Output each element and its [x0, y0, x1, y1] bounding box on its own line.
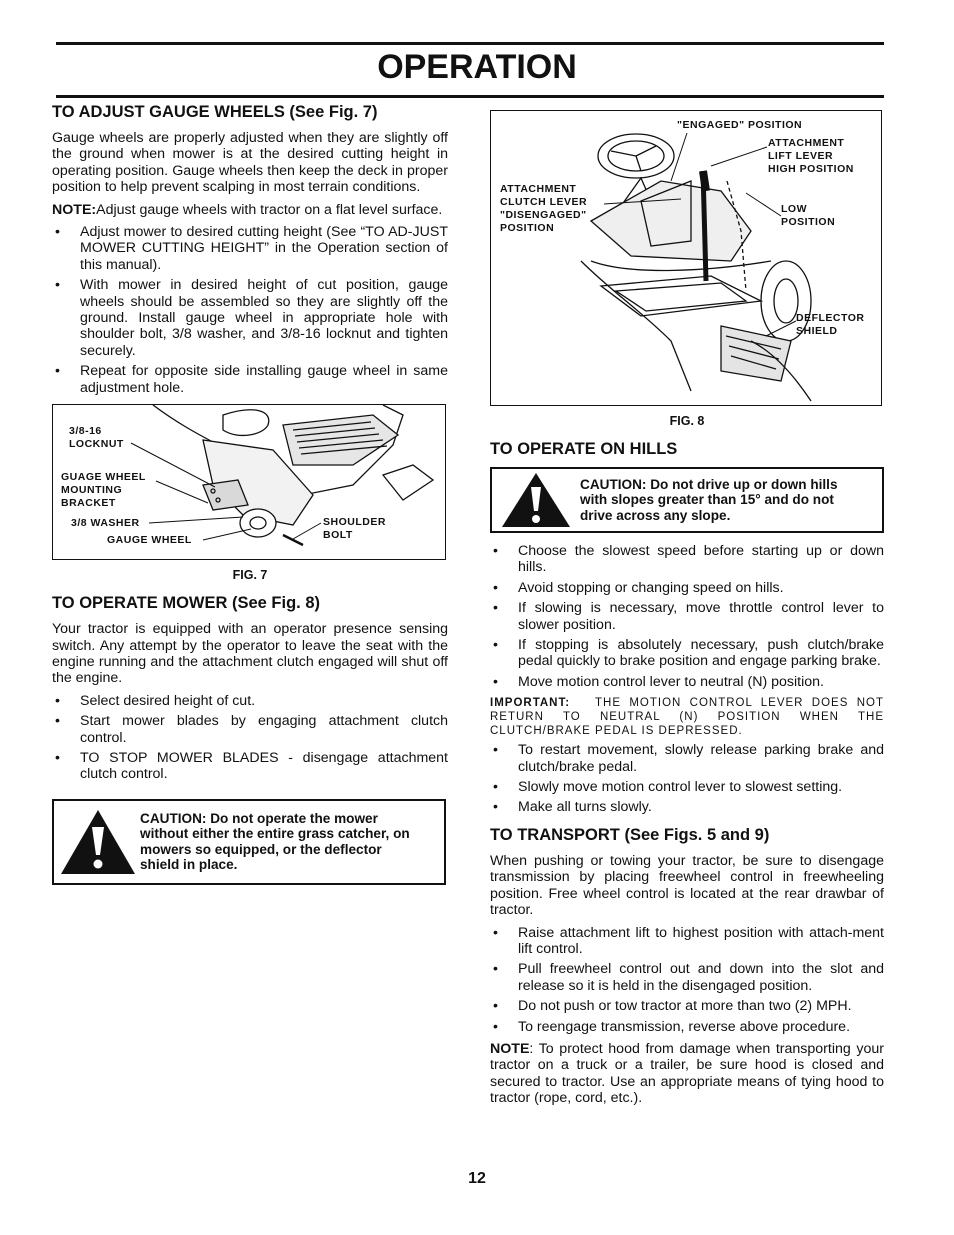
mower-heading: TO OPERATE MOWER (See Fig. 8)	[52, 594, 320, 613]
transport-heading: TO TRANSPORT (See Figs. 5 and 9)	[490, 825, 770, 844]
list-item: • With mower in desired height of cut position, gauge wheels should be assembled so they are slightly off the ground. Install gauge wheel in appropriate hole with shoulder bolt, 3/8 washer, and 3/8-16 locknut and tighten securely.	[52, 277, 448, 359]
hills-heading: TO OPERATE ON HILLS	[490, 440, 678, 458]
list-item: • Slowly move motion control lever to slowest setting.	[490, 779, 884, 795]
list-item: • Choose the slowest speed before starting up or down hills.	[490, 543, 884, 576]
gauge-note-label: NOTE:	[52, 201, 97, 218]
hills-bullets-2	[490, 742, 884, 816]
list-item: • TO STOP MOWER BLADES - disengage attachment clutch control.	[52, 750, 448, 783]
list-item: • Raise attachment lift to highest position with attach-ment lift control.	[490, 925, 884, 958]
fig8-illustration	[490, 110, 882, 406]
mower-bullets	[52, 693, 448, 783]
transport-intro: When pushing or towing your tractor, be sure to disengage transmission by placing freewheel control in freewheeling position. Free wheel control is located at the rear drawbar of tractor.	[490, 852, 884, 919]
warning-icon	[500, 471, 572, 529]
list-item: • Select desired height of cut.	[52, 693, 448, 709]
list-item: • Do not push or tow tractor at more than two (2) MPH.	[490, 998, 884, 1014]
list-item: • Avoid stopping or changing speed on hills.	[490, 580, 884, 596]
fig7-label-gauge-wheel: GAUGE WHEEL	[107, 534, 192, 547]
page-number: 12	[468, 1170, 486, 1187]
hills-important-label: IMPORTANT:	[490, 697, 571, 710]
mower-intro: Your tractor is equipped with an operator presence sensing switch. Any attempt by the operator to leave the seat with the engine running and the attachment clutch engaged will shut off the engine.	[52, 621, 448, 687]
transport-note-text: : To protect hood from damage when transporting your tractor on a truck or a trailer, be sure hood is closed and secured to tractor. Use an appropriate means of tying hood to tractor (rope, cord, etc.).	[490, 1040, 884, 1107]
left-column	[52, 103, 448, 885]
fig8-caption: FIG. 8	[669, 414, 705, 428]
list-item: • Make all turns slowly.	[490, 799, 884, 815]
mower-caution-box	[52, 799, 446, 885]
list-item: • Pull freewheel control out and down into the slot and release so it is held in the disengaged position.	[490, 961, 884, 994]
fig7-label-bracket: GUAGE WHEEL MOUNTING BRACKET	[61, 471, 146, 510]
fig8-label-clutch: ATTACHMENT CLUTCH LEVER "DISENGAGED" POSITION	[500, 183, 588, 234]
hills-caution-text: CAUTION: Do not drive up or down hills with slopes greater than 15° and do not drive across any slope.	[580, 476, 838, 523]
hills-caution-box	[490, 467, 884, 533]
list-item: • Repeat for opposite side installing gauge wheel in same adjustment hole.	[52, 363, 448, 396]
hills-important-text: THE MOTION CONTROL LEVER DOES NOT RETURN TO NEUTRAL (N) POSITION WHEN THE CLUTCH/BRAKE PEDAL IS DEPRESSED.	[490, 697, 884, 738]
mower-caution-text: CAUTION: Do not operate the mower without either the entire grass catcher, on mowers so equipped, or the deflector shield in place.	[140, 810, 410, 873]
hills-bullets	[490, 543, 884, 690]
transport-note	[490, 1041, 884, 1107]
list-item: • If stopping is absolutely necessary, push clutch/brake pedal quickly to brake position and engage parking brake.	[490, 637, 884, 670]
fig7-label-locknut: 3/8-16 LOCKNUT	[69, 425, 124, 451]
fig8-label-low: LOW POSITION	[781, 203, 836, 228]
transport-note-label: NOTE	[490, 1040, 530, 1057]
fig8-label-deflector: DEFLECTOR SHIELD	[796, 312, 865, 337]
gauge-note	[52, 202, 448, 218]
gauge-note-text: Adjust gauge wheels with tractor on a flat level surface.	[96, 201, 443, 218]
fig7-label-washer: 3/8 WASHER	[71, 517, 140, 530]
warning-icon	[58, 807, 138, 877]
fig7-caption: FIG. 7	[232, 568, 268, 583]
list-item: • Adjust mower to desired cutting height (See “TO AD-JUST MOWER CUTTING HEIGHT” in the Operation section of this manual).	[52, 224, 448, 273]
title-rule	[56, 95, 884, 98]
list-item: • Start mower blades by engaging attachment clutch control.	[52, 713, 448, 746]
gauge-bullets	[52, 224, 448, 396]
list-item: • If slowing is necessary, move throttle control lever to slower position.	[490, 600, 884, 633]
fig8-label-lift-high: ATTACHMENT LIFT LEVER HIGH POSITION	[768, 137, 854, 175]
fig8-label-engaged: "ENGAGED" POSITION	[677, 119, 803, 131]
top-rule	[56, 42, 884, 45]
list-item: • To reengage transmission, reverse above procedure.	[490, 1019, 884, 1035]
gauge-heading: TO ADJUST GAUGE WHEELS (See Fig. 7)	[52, 103, 378, 121]
list-item: • To restart movement, slowly release parking brake and clutch/brake pedal.	[490, 742, 884, 775]
transport-bullets	[490, 925, 884, 1035]
gauge-intro: Gauge wheels are properly adjusted when they are slightly off the ground when mower is at the desired cutting height in operating position. Gauge wheels then keep the deck in proper position to help prevent scalping in most terrain conditions.	[52, 130, 448, 196]
page-title: OPERATION	[377, 48, 577, 86]
right-column	[490, 110, 884, 1113]
fig7-illustration	[52, 404, 446, 560]
list-item: • Move motion control lever to neutral (N) position.	[490, 674, 884, 690]
hills-important	[490, 696, 884, 738]
fig7-label-shoulder-bolt: SHOULDER BOLT	[323, 516, 386, 542]
